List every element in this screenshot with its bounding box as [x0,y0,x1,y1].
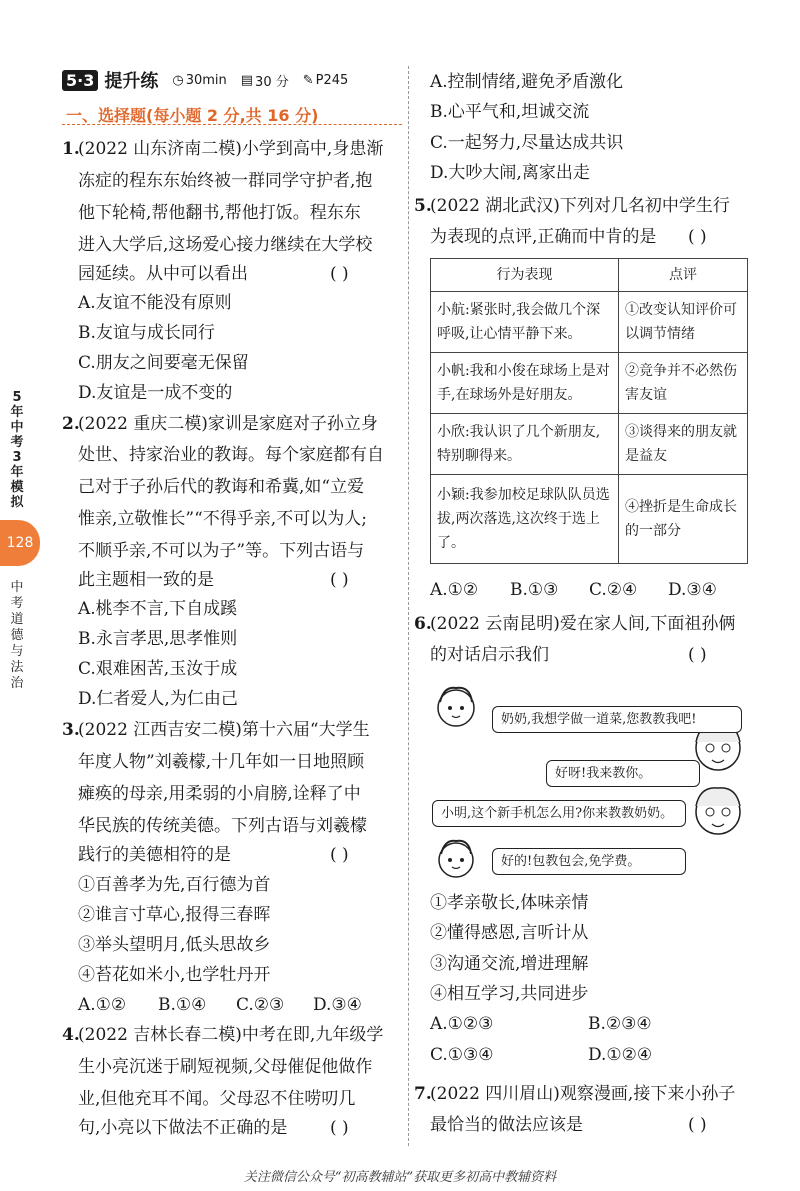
speech-bubble: 好呀!我来教你。 [546,760,700,787]
choice: A.①②③ [430,1014,494,1034]
question-text: (2022 山东济南二模)小学到高中,身患渐 [78,139,384,159]
side-subject: 中考道德与法治 [10,580,24,691]
option: B.友谊与成长同行 [78,323,215,343]
question-text: 他下轮椅,帮他翻书,帮他打饭。程东东 [78,203,361,223]
answer-blank: ( ) [688,227,707,247]
option: B.永言孝思,思孝惟则 [78,629,238,649]
behavior-table [430,258,748,564]
choice: A.①② [78,995,127,1015]
choice: D.③④ [313,995,362,1015]
brand-logo: 5·3 [62,70,98,91]
section-title: 一、选择题(每小题 2 分,共 16 分) [66,106,319,125]
question-text: 园延续。从中可以看出 [78,264,248,284]
table-cell: ②竞争并不必然伤害友谊 [619,353,748,414]
answer-blank: ( ) [330,845,349,865]
speech-bubble: 小明,这个新手机怎么用?你来教教奶奶。 [432,800,686,827]
question-number: 7. [414,1084,432,1104]
statement: ②懂得感恩,言听计从 [430,923,589,943]
option: A.控制情绪,避免矛盾激化 [430,72,624,92]
option: B.心平气和,坦诚交流 [430,102,590,122]
question-text: 践行的美德相符的是 [78,845,231,865]
table-cell: ①改变认知评价可以调节情绪 [619,292,748,353]
table-header-row [431,259,748,292]
boy-figure [438,688,474,726]
pen-icon: ✎ [302,72,314,88]
table-cell: ④挫折是生命成长的一部分 [619,475,748,564]
question-text: 生小亮沉迷于刷短视频,父母催促他做作 [78,1057,373,1077]
statement: ①孝亲敬长,体味亲情 [430,893,589,913]
question-text: 华民族的传统美德。下列古语与刘羲檬 [78,816,367,836]
section-rule [62,124,402,125]
question-number: 1. [62,139,80,159]
question-text: 最恰当的做法应该是 [430,1115,583,1135]
question-text: 处世、持家治业的教诲。每个家庭都有自 [78,445,384,465]
question-number: 2. [62,414,80,434]
question-text: 年度人物”刘羲檬,十几年如一日地照顾 [78,752,365,772]
table-header: 行为表现 [431,259,619,292]
question-text: (2022 云南昆明)爱在家人间,下面祖孙俩 [430,614,736,634]
option: C.一起努力,尽量达成共识 [430,133,624,153]
statement: ①百善孝为先,百行德为首 [78,875,271,895]
page-header [62,68,348,92]
choice: D.①②④ [588,1045,653,1065]
statement: ④相互学习,共同进步 [430,984,589,1004]
table-row [431,353,748,414]
question-text: (2022 江西吉安二模)第十六届“大学生 [78,720,370,740]
table-row [431,475,748,564]
answer-blank: ( ) [688,645,707,665]
question-text: 业,但他充耳不闻。父母忍不住唠叨几 [78,1089,356,1109]
choice: C.①③④ [430,1045,494,1065]
table-cell: 小欣:我认识了几个新朋友,特别聊得来。 [431,414,619,475]
question-text: 冻症的程东东始终被一群同学守护者,抱 [78,171,373,191]
question-text: 不顺乎亲,不可以为子”等。下列古语与 [78,541,365,561]
answer-blank: ( ) [688,1115,707,1135]
answer-blank: ( ) [330,264,349,284]
table-cell: ③谈得来的朋友就是益友 [619,414,748,475]
question-number: 6. [414,614,432,634]
option: A.桃李不言,下自成蹊 [78,599,238,619]
question-text: 惟亲,立敬惟长”“不得乎亲,不可以为人; [78,509,367,529]
choice: D.③④ [668,580,717,600]
question-text: (2022 重庆二模)家训是家庭对子孙立身 [78,414,378,434]
statement: ③沟通交流,增进理解 [430,954,589,974]
option: A.友谊不能没有原则 [78,293,232,313]
column-divider [408,66,409,1146]
question-text: 此主题相一致的是 [78,570,214,590]
speech-bubble: 奶奶,我想学做一道菜,您教教我吧! [492,706,742,733]
question-text: 进入大学后,这场爱心接力继续在大学校 [78,235,373,255]
question-number: 4. [62,1025,80,1045]
side-series: 5年中考3年模拟 [10,390,24,510]
question-text: 的对话启示我们 [430,645,549,665]
page-footer: 关注微信公众号“初高教辅站”获取更多初高中教辅资料 [243,1170,557,1185]
table-cell: 小颖:我参加校足球队队员选拔,两次落选,这次终于选上了。 [431,475,619,564]
option: D.仁者爱人,为仁由己 [78,689,238,709]
choice: C.②③ [236,995,285,1015]
question-text: 瘫痪的母亲,用柔弱的小肩膀,诠释了中 [78,784,361,804]
answer-meta: ✎ P245 [302,72,349,88]
table-row [431,292,748,353]
question-text: 为表现的点评,正确而中肯的是 [430,227,657,247]
boy-figure [439,841,473,877]
table-header: 点评 [619,259,748,292]
statement: ③举头望明月,低头思故乡 [78,935,271,955]
question-text: (2022 四川眉山)观察漫画,接下来小孙子 [430,1084,736,1104]
option: C.朋友之间要毫无保留 [78,353,249,373]
option: D.友谊是一成不变的 [78,383,233,403]
time-meta: ◷ 30min [172,72,227,88]
choice: B.①③ [510,580,559,600]
statement: ④苔花如米小,也学牡丹开 [78,965,271,985]
header-title: 提升练 [104,71,159,92]
table-row [431,414,748,475]
choice: B.②③④ [588,1014,652,1034]
question-number: 5. [414,196,432,216]
option: C.艰难困苦,玉汝于成 [78,659,238,679]
score-meta: ▤ 30 分 [240,72,289,90]
answer-blank: ( ) [330,570,349,590]
document-icon: ▤ [240,72,254,88]
grandma-figure [696,788,740,834]
table-cell: 小航:紧张时,我会做几个深呼吸,让心情平静下来。 [431,292,619,353]
question-text: (2022 湖北武汉)下列对几名初中学生行 [430,196,730,216]
clock-icon: ◷ [172,72,184,88]
statement: ②谁言寸草心,报得三春晖 [78,905,271,925]
choice: B.①④ [158,995,207,1015]
question-text: (2022 吉林长春二模)中考在即,九年级学 [78,1025,384,1045]
table-cell: 小帆:我和小俊在球场上是对手,在球场外是好朋友。 [431,353,619,414]
choice: C.②④ [589,580,638,600]
question-text: 己对于子孙后代的教诲和希冀,如“立爱 [78,477,365,497]
answer-blank: ( ) [330,1118,349,1138]
question-text: 句,小亮以下做法不正确的是 [78,1118,288,1138]
speech-bubble: 好的!包教包会,免学费。 [492,848,686,875]
option: D.大吵大闹,离家出走 [430,163,590,183]
choice: A.①② [430,580,479,600]
page-number: 128 [0,520,40,566]
question-number: 3. [62,720,80,740]
